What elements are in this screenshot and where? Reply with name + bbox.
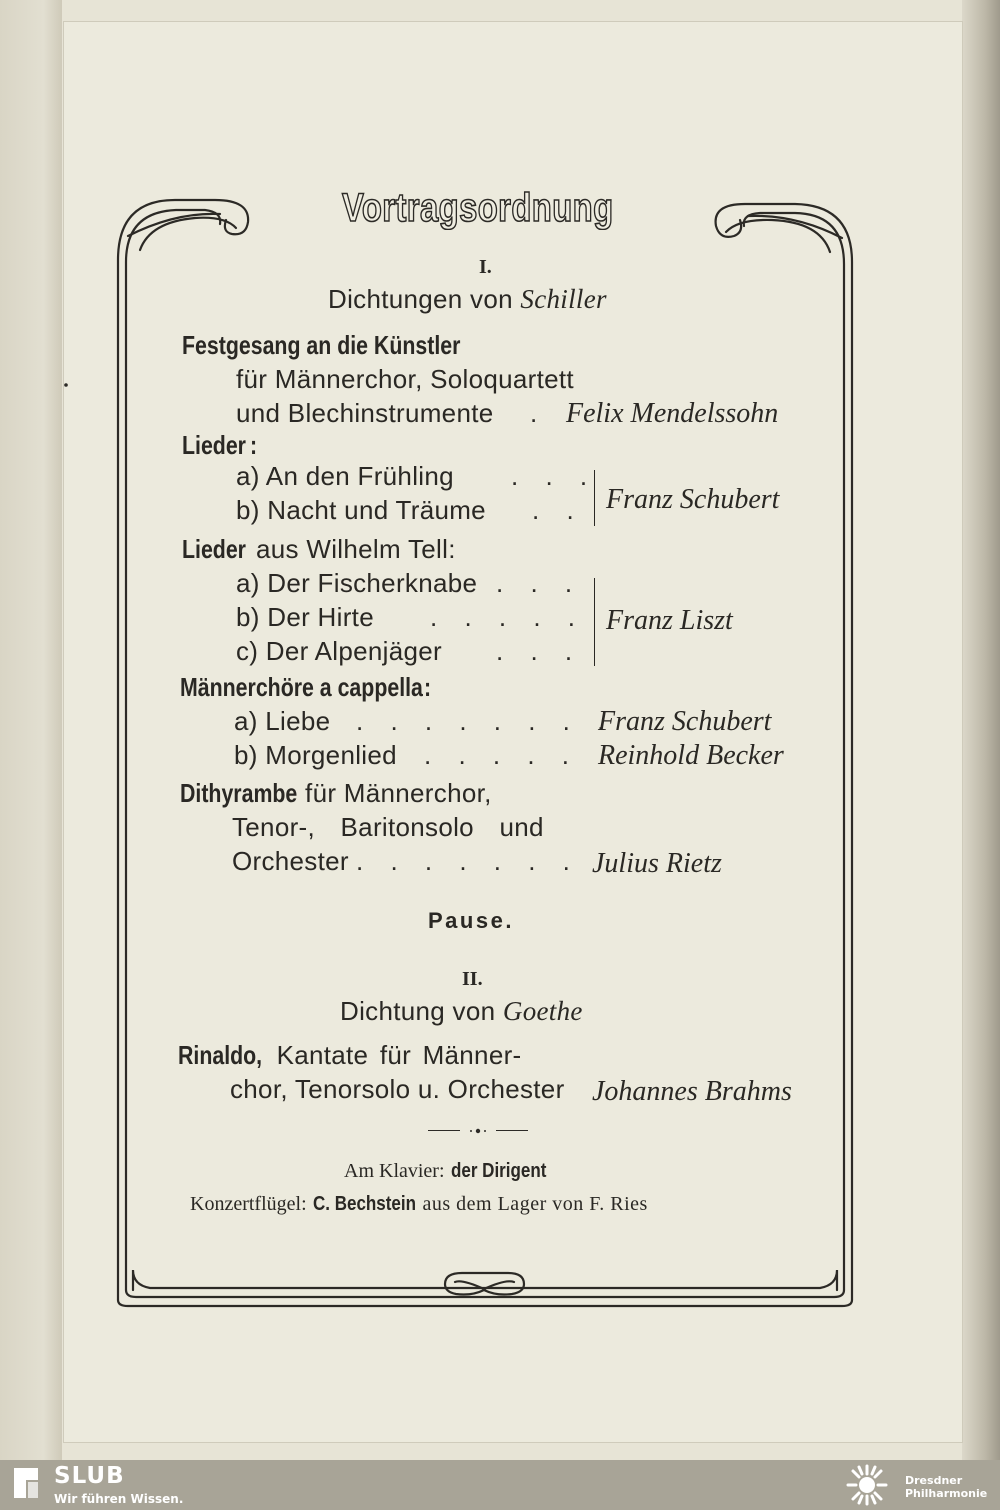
item-festgesang-dots: . (530, 398, 538, 428)
song-liebe-dots: . . . . . . . . (356, 706, 615, 736)
page-title: Vortragsordnung (342, 186, 614, 230)
composer-schubert-liebe: Franz Schubert (598, 706, 772, 737)
rinaldo-title: Rinaldo, (178, 1040, 263, 1070)
song-fruehling-dots: . . . (511, 461, 598, 491)
rinaldo-line2: chor, Tenorsolo u. Orchester (230, 1074, 565, 1104)
slub-logo-icon[interactable] (12, 1466, 40, 1500)
lieder-colon: : (250, 430, 258, 460)
partner-line-2: Philharmonie (905, 1487, 988, 1500)
part-two-subtitle (340, 996, 583, 1027)
klavier-line (344, 1158, 563, 1183)
klavier-prefix: Am Klavier: (344, 1160, 445, 1182)
dithyrambe-line2: Tenor-, Baritonsolo und (232, 812, 544, 842)
composer-brahms: Johannes Brahms (592, 1076, 792, 1107)
philharmonie-logo-icon[interactable] (838, 1462, 896, 1508)
composer-mendelssohn: Felix Mendelssohn (566, 398, 779, 429)
dithyrambe-line3: Orchester (232, 846, 349, 876)
item-lieder-heading (182, 430, 259, 461)
song-liebe: a) Liebe (234, 706, 331, 736)
klavier-name: der Dirigent (450, 1160, 547, 1182)
composer-rietz: Julius Rietz (592, 848, 722, 879)
song-fischerknabe-dots: . . . (496, 568, 583, 598)
dithyrambe-dots: . . . . . . . (356, 846, 580, 876)
subtitle-prefix-2: Dichtung von (340, 996, 496, 1026)
subtitle-poet-2: Goethe (502, 996, 583, 1026)
fluegel-suffix: aus dem Lager von F. Ries (422, 1193, 648, 1215)
maennerchoere-title: Männerchöre a cappella (180, 672, 423, 702)
rinaldo-rest: Kantate für Männer- (276, 1040, 522, 1070)
fluegel-name: C. Bechstein (312, 1193, 416, 1215)
part-one-numeral: I. (479, 256, 492, 278)
item-festgesang-title: Festgesang an die Künstler (182, 330, 461, 360)
part-two-numeral: II. (462, 968, 483, 990)
song-hirte: b) Der Hirte (236, 602, 374, 632)
item-festgesang-line2: und Blechinstrumente (236, 398, 494, 428)
lieder-tell-title: Lieder (182, 534, 246, 564)
dithyrambe-rest: für Männerchor, (305, 778, 492, 808)
song-fruehling: a) An den Frühling (236, 461, 454, 491)
subtitle-poet: Schiller (520, 284, 607, 314)
subtitle-prefix: Dichtungen von (328, 284, 513, 314)
song-alpenjaeger-dots: . . . (496, 636, 583, 666)
fluegel-prefix: Konzertflügel: (190, 1193, 307, 1215)
separator-line-left (428, 1130, 460, 1131)
part-one-subtitle (328, 284, 607, 315)
slub-tagline: Wir führen Wissen. (54, 1492, 184, 1506)
song-alpenjaeger: c) Der Alpenjäger (236, 636, 442, 666)
partner-name[interactable] (905, 1474, 987, 1500)
separator-line-right (496, 1130, 528, 1131)
item-dithyrambe-heading (180, 778, 492, 809)
song-morgenlied-dots: . . . . . (424, 740, 580, 770)
brace-schubert (594, 470, 595, 526)
fluegel-line (190, 1191, 648, 1216)
partner-line-1: Dresdner (905, 1474, 963, 1487)
composer-liszt: Franz Liszt (606, 605, 733, 636)
slub-name[interactable]: SLUB (54, 1463, 125, 1489)
song-fischerknabe: a) Der Fischerknabe (236, 568, 478, 598)
lieder-tell-rest: aus Wilhelm Tell: (256, 534, 456, 564)
paper-speck (64, 383, 68, 387)
item-maennerchoere-heading (180, 672, 433, 703)
maennerchoere-colon: : (424, 672, 432, 702)
pause-label: Pause. (428, 908, 514, 933)
item-festgesang-line1: für Männerchor, Soloquartett (236, 364, 574, 394)
composer-schubert-lieder: Franz Schubert (606, 484, 780, 515)
item-lieder-tell-heading (182, 534, 456, 565)
dithyrambe-title: Dithyrambe (180, 778, 298, 808)
brace-liszt (594, 578, 595, 666)
song-hirte-dots: . . . . . (430, 602, 586, 632)
item-rinaldo-heading (178, 1040, 522, 1071)
song-nacht-dots: . . (532, 495, 584, 525)
lieder-title: Lieder (182, 430, 246, 460)
composer-becker: Reinhold Becker (598, 740, 784, 771)
song-morgenlied: b) Morgenlied (234, 740, 397, 770)
song-nacht-traeume: b) Nacht und Träume (236, 495, 486, 525)
